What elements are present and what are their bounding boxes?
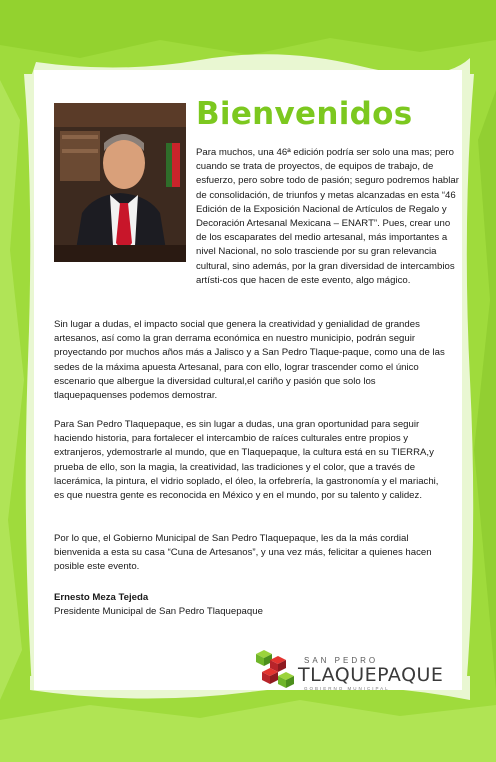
body-paragraph-1: Sin lugar a dudas, el impacto social que genera la creatividad y genialidad de grandes artesanos, así como la gran derrama económica en nuestro municipio, podrán seguir proyectando por muchos años más a Jalisco y a San Pedro Tlaque-paque, como una de las sedes de la máxima apuesta Artesanal, para con ello, lograr trascender como el único escenario que albergue la diversidad cultural,el cariño y pasión que solo los tlaquepaquenses podemos demostrar.	[54, 319, 445, 402]
signature-name: Ernesto Meza Tejeda	[54, 592, 149, 603]
portrait-photo	[54, 103, 186, 262]
logo-sub-text: GOBIERNO MUNICIPAL	[304, 686, 390, 691]
logo-top-text: SAN PEDRO	[304, 656, 379, 665]
logo-main-text: TLAQUEPAQUE	[298, 664, 444, 686]
tlaquepaque-logo	[252, 646, 442, 696]
logo-cubes-icon	[252, 646, 298, 696]
body-paragraph-2: Para San Pedro Tlaquepaque, es sin lugar a dudas, una gran oportunidad para seguir haciendo historia, para fortalecer el intercambio de raíces culturales entre propios y extranjeros, ydemostrarle al mundo, que en Tlaquepaque, la cultura está en su TIERRA,y prueba de ello, son la magia, la creatividad, las tradiciones y el color, que a través de lacerámica, la pintura, el vidrio soplado, el óleo, la orfebrería, la gastronomía y el mariachi, es que nuestra gente es reconocida en México y en el mundo, por su talento y calidez.	[54, 419, 439, 502]
page-title: Bienvenidos	[196, 96, 413, 132]
body-paragraph-3: Por lo que, el Gobierno Municipal de San Pedro Tlaquepaque, les da la más cordial bienvenida a esta su casa “Cuna de Artesanos”, y una vez más, felicitar a quienes hacen posible este evento.	[54, 533, 432, 573]
intro-paragraph: Para muchos, una 46ª edición podría ser solo una mas; pero cuando se trata de proyectos, de equipos de trabajo, de esfuerzo, pero sobre todo de pasión; seguro podremos hablar de consolidación, de triunfos y metas alcanzadas en esta “46 Edición de la Exposición Nacional de Artículos de Regalo y Decoración Artesanal Mexicana – ENART”. Pues, crear uno de los escaparates del medio artesanal, más importantes a nivel Nacional, no solo trasciende por su gran relevancia cultural, sino además, por la gran diversidad de intercambios artísti-cos que hacen de este evento, algo mágico.	[196, 147, 459, 286]
signature-role: Presidente Municipal de San Pedro Tlaquepaque	[54, 606, 263, 617]
